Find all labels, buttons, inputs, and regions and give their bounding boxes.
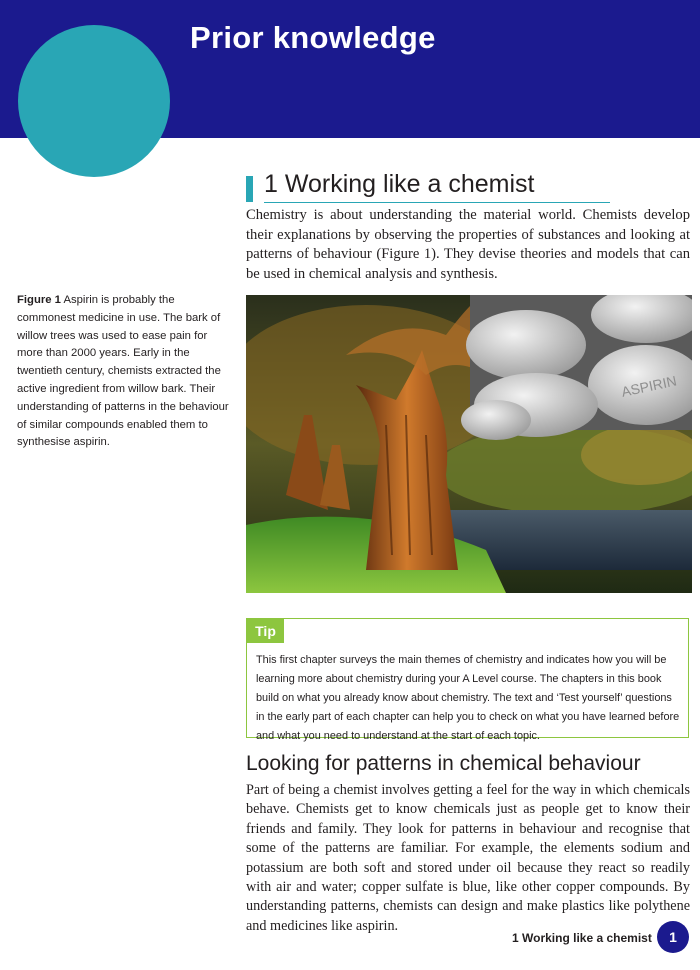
willow-and-aspirin-photo [246,295,692,593]
heading-underline [264,202,610,203]
footer-chapter-label: 1 Working like a chemist [512,931,652,945]
tablet-stamp-text: ASPIRIN [619,372,679,400]
page-number: 1 [657,921,689,953]
figure-label: Figure 1 [17,294,61,306]
patterns-paragraph: Part of being a chemist involves getting a feel for the way in which chemicals behave. Chemists get to know chemicals just as people get to know their friends and family. They look for patterns in behaviour and recognise that some of the patterns are familiar. For example, the elements sodium and potassium are both soft and stored under oil because they react so readily with air and water; copper sulfate is blue, like other copper compounds. By understanding patterns, chemists can design and make plastics like polythene and medicines like aspirin. [246,782,690,934]
heading-accent-bar [246,176,253,202]
intro-paragraph: Chemistry is about understanding the material world. Chemists develop their explanations by observing the properties of substances and looking at patterns of behaviour (Figure 1). They devise theories and models that can be used in chemical analysis and synthesis. [246,207,690,282]
section-title: 1 Working like a chemist [264,170,535,198]
figure-caption-text: Aspirin is probably the commonest medicine in use. The bark of willow trees was used to ease pain for more than 2000 years. Early in the twentieth century, chemists extracted the active ingredient from willow bark. Their understanding of patterns in the behaviour of similar compounds enabled them to synthesise aspirin. [17,294,229,449]
tip-box [246,618,689,742]
patterns-heading: Looking for patterns in chemical behaviour [246,752,641,775]
section-heading [246,170,690,199]
tip-text: This first chapter surveys the main themes of chemistry and indicates how you will be learning more about chemistry during your A Level course. The chapters in this book build on what you already know about chemistry. The text and ‘Test yourself’ questions in the early part of each chapter can help you to check on what you have learned before and what you need to understand at the start of each topic. [256,654,680,742]
decorative-circle [18,25,170,177]
figure-caption [17,292,232,452]
tip-label: Tip [247,619,284,643]
aspirin-inset [461,295,692,440]
page-title: Prior knowledge [190,20,436,55]
figure-photo [246,295,692,593]
